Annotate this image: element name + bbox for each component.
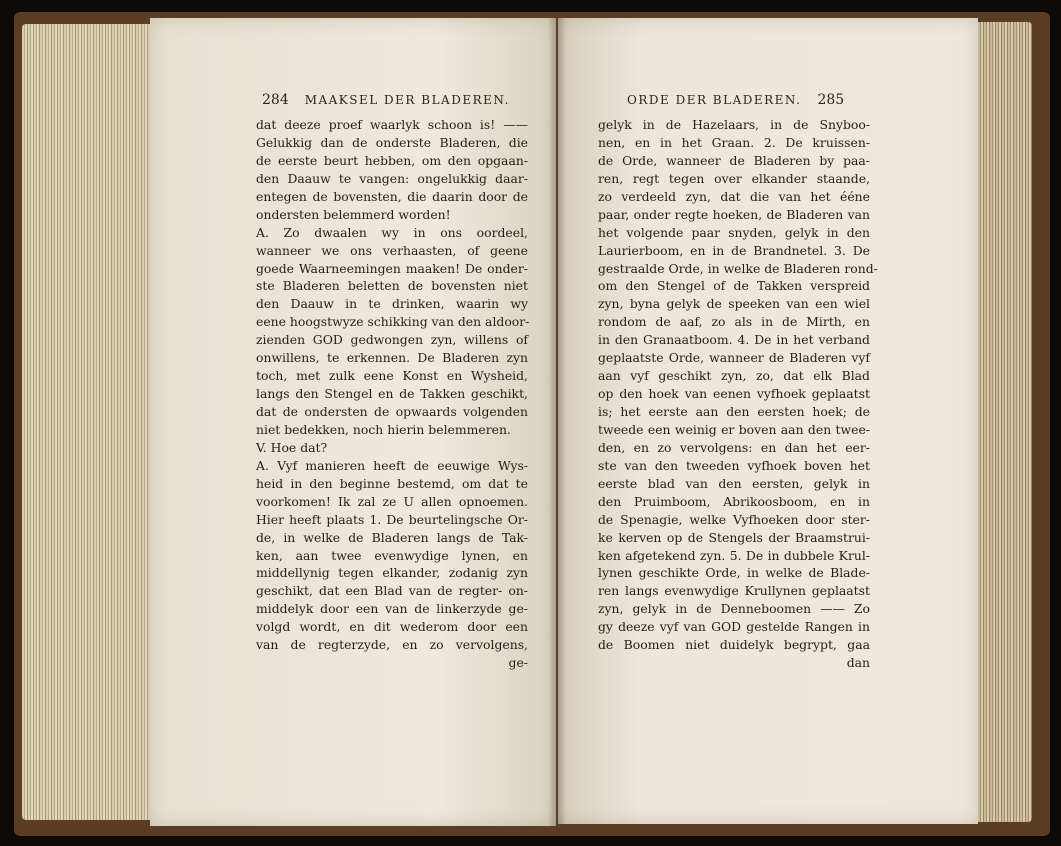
text-line: aan vyf geschikt zyn, zo, dat elk Blad — [598, 368, 870, 384]
text-line: Hier heeft plaats 1. De beurtelingsche Or- — [256, 511, 528, 527]
text-line: in den Granaatboom. 4. De in het verband — [598, 332, 870, 348]
text-line: den Daauw in te drinken, waarin wy — [256, 296, 528, 312]
text-line: ken, aan twee evenwydige lynen, en — [256, 547, 528, 563]
text-line: op den hoek van eenen vyfhoek geplaatst — [598, 386, 870, 402]
left-page-edges — [22, 24, 157, 820]
text-line: langs den Stengel en de Takken geschikt, — [256, 386, 528, 402]
text-line: volgd wordt, en dit wederom door een — [256, 619, 528, 635]
text-line: entegen de bovensten, die daarin door de — [256, 188, 528, 204]
text-line: om den Stengel of de Takken verspreid — [598, 278, 870, 294]
text-line: zyn, byna gelyk de speeken van een wiel — [598, 296, 870, 312]
text-line: ken afgetekend zyn. 5. De in dubbele Krul- — [598, 547, 870, 563]
text-line: de Spenagie, welke Vyfhoeken door ster- — [598, 511, 870, 527]
text-line: zyn, gelyk in de Denneboomen —— Zo — [598, 601, 870, 617]
text-line: Laurierboom, en in de Brandnetel. 3. De — [598, 242, 870, 258]
left-running-head — [262, 92, 510, 108]
text-line: den, en zo vervolgens: en dan het eer- — [598, 439, 870, 455]
right-running-head — [627, 92, 844, 108]
right-page-text — [598, 116, 878, 672]
text-line: gestraalde Orde, in welke de Bladeren rond- — [598, 260, 878, 276]
text-line: de Boomen niet duidelyk begrypt, gaa — [598, 637, 870, 653]
text-line: den Pruimboom, Abrikoosboom, en in — [598, 493, 870, 509]
text-line: niet bedekken, noch hierin belemmeren. — [256, 421, 511, 437]
text-line: dat deeze proef waarlyk schoon is! —— — [256, 117, 528, 132]
text-line: ondersten belemmerd worden! — [256, 206, 451, 222]
text-line: de eerste beurt hebben, om den opgaan- — [256, 152, 528, 168]
text-line: geschikt, dat een Blad van de regter- on- — [256, 583, 528, 599]
left-page-number: 284 — [262, 92, 289, 108]
catchword: dan — [846, 655, 870, 671]
text-line: goede Waarneemingen maaken! De onder- — [256, 260, 528, 276]
right-page-number: 285 — [817, 92, 845, 108]
text-line: is; het eerste aan den eersten hoek; de — [598, 404, 870, 419]
right-page-edges — [972, 22, 1032, 822]
text-line: zienden GOD gedwongen zyn, willens of — [256, 332, 528, 348]
text-line: ste Bladeren beletten de bovensten niet — [256, 278, 528, 294]
text-line: lynen geschikte Orde, in welke de Blade- — [598, 565, 870, 581]
text-line: heid in den beginne bestemd, om dat te — [256, 475, 528, 491]
book-gutter — [548, 18, 566, 826]
catchword: ge- — [508, 655, 528, 671]
text-line: wanneer we ons verhaasten, of geene — [256, 242, 528, 258]
text-line: ste van den tweeden vyfhoek boven het — [598, 457, 870, 473]
text-line: gy deeze vyf van GOD gestelde Rangen in — [598, 619, 870, 635]
text-line: geplaatste Orde, wanneer de Bladeren vyf — [598, 350, 870, 366]
text-line: gelyk in de Hazelaars, in de Snyboo- — [598, 117, 870, 132]
text-line: V. Hoe dat? — [256, 439, 328, 455]
text-line: van de regterzyde, en zo vervolgens, — [256, 637, 528, 653]
text-line: dat de ondersten de opwaards volgenden — [256, 404, 528, 419]
text-line: zo verdeeld zyn, dat die van het ééne — [598, 188, 870, 204]
text-line: middelyk door een van de linkerzyde ge- — [256, 601, 528, 617]
text-line: voorkomen! Ik zal ze U allen opnoemen. — [256, 493, 528, 509]
text-line: de Orde, wanneer de Bladeren by paa- — [598, 152, 870, 168]
text-line: ren, regt tegen over elkander staande, — [598, 170, 870, 186]
text-line: ke kerven op de Stengels der Braamstrui- — [598, 529, 870, 545]
text-line: middellynig tegen elkander, zodanig zyn — [256, 565, 528, 581]
text-line: Gelukkig dan de onderste Bladeren, die — [256, 134, 528, 150]
text-line: het volgende paar snyden, gelyk in den — [598, 224, 870, 240]
text-line: paar, onder regte hoeken, de Bladeren van — [598, 206, 870, 222]
text-line: eene hoogstwyze schikking van den aldoor- — [256, 314, 530, 330]
text-line: onwillens, te erkennen. De Bladeren zyn — [256, 350, 528, 366]
text-line: A. Vyf manieren heeft de eeuwige Wys- — [256, 457, 528, 473]
text-line: A. Zo dwaalen wy in ons oordeel, — [256, 224, 528, 240]
text-line: eerste blad van den eersten, gelyk in — [598, 475, 870, 491]
text-line: nen, en in het Graan. 2. De kruissen- — [598, 134, 870, 150]
left-running-title: MAAKSEL DER BLADEREN. — [304, 93, 510, 107]
right-running-title: ORDE DER BLADEREN. — [627, 93, 802, 107]
text-line: rondom de aaf, zo als in de Mirth, en — [598, 314, 870, 330]
text-line: den Daauw te vangen: ongelukkig daar- — [256, 170, 528, 186]
text-line: ren langs evenwydige Krullynen geplaatst — [598, 583, 870, 599]
text-line: tweede een weinig er boven aan den twee- — [598, 421, 870, 437]
text-line: toch, met zulk eene Konst en Wysheid, — [256, 368, 528, 384]
text-line: de, in welke de Bladeren langs de Tak- — [256, 529, 528, 545]
left-page-text — [256, 116, 528, 672]
